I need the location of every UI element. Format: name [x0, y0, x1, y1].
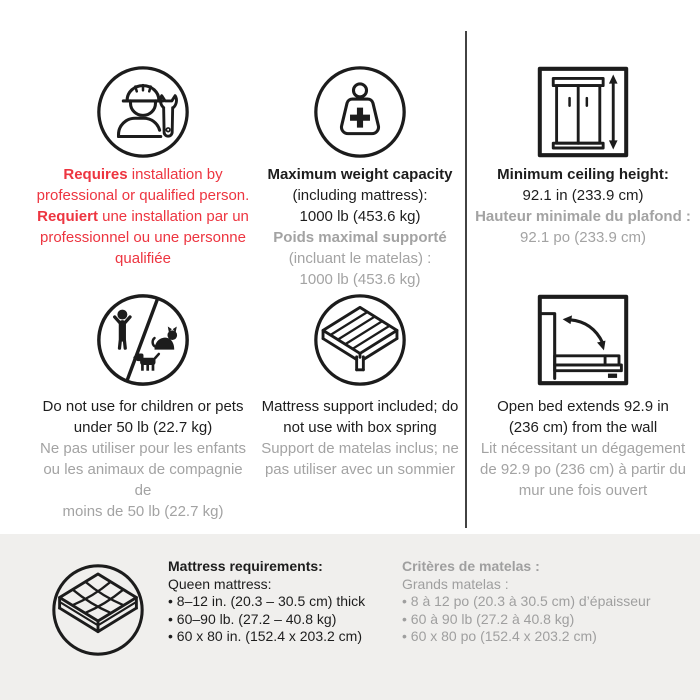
grands-matelas-label: Grands matelas :: [402, 575, 509, 592]
spec-cell-ceiling-height: [472, 64, 694, 248]
children-text-fr2: ou les animaux de compagnie de: [43, 461, 243, 499]
mattress-requirements-en: [168, 558, 383, 646]
installation-text-en: Requires installation by: [63, 166, 223, 183]
ceiling-text-fr-value: 92.1 po (233.9 cm): [520, 229, 646, 246]
ceiling-text-en-title: Minimum ceiling height:: [497, 166, 669, 183]
weight-text-fr3: 1000 lb (453.6 kg): [299, 271, 421, 288]
openbed-text-fr3: mur une fois ouvert: [518, 482, 648, 499]
support-text-fr1: Support de matelas inclus; ne: [261, 440, 459, 457]
support-text-en1: Mattress support included; do: [261, 398, 459, 415]
weight-text-en3: 1000 lb (453.6 kg): [299, 208, 421, 225]
mattress-requirements-fr: [402, 558, 682, 646]
openbed-text-fr1: Lit nécessitant un dégagement: [480, 440, 686, 457]
open-bed-icon: [472, 292, 694, 388]
openbed-text-fr2: de 92.9 po (236 cm) à partir du: [480, 461, 686, 478]
spec-cell-no-children-pets: [36, 292, 250, 522]
openbed-text-en1: Open bed extends 92.9 in: [497, 398, 669, 415]
installation-text-fr2: professionnel ou une personne: [40, 229, 246, 246]
children-text-en2: under 50 lb (22.7 kg): [73, 419, 213, 436]
installer-icon: [36, 64, 250, 160]
spec-cell-installation: [36, 64, 250, 269]
support-text-fr2: pas utiliser avec un sommier: [264, 461, 456, 478]
spec-cell-open-bed: [472, 292, 694, 501]
ceiling-height-icon: [472, 64, 694, 160]
weight-icon: [252, 64, 468, 160]
spec-cell-max-weight: [252, 64, 468, 290]
ceiling-text-en-value: 92.1 in (233.9 cm): [522, 187, 644, 204]
queen-mattress-label: Queen mattress:: [168, 575, 272, 592]
children-text-en1: Do not use for children or pets: [42, 398, 244, 415]
mattress-requirements-title-en: Mattress requirements:: [168, 558, 323, 574]
mattress-spec-thickness-fr: • 8 à 12 po (20.3 à 30.5 cm) d’épaisseur: [402, 593, 682, 611]
mattress-requirements-title-fr: Critères de matelas :: [402, 558, 540, 574]
spec-cell-mattress-support: [252, 292, 468, 480]
mattress-spec-thickness-en: • 8–12 in. (20.3 – 30.5 cm) thick: [168, 593, 383, 611]
support-text-en2: not use with box spring: [283, 419, 437, 436]
weight-text-fr2: (incluant le matelas) :: [288, 250, 432, 267]
mattress-spec-weight-en: • 60–90 lb. (27.2 – 40.8 kg): [168, 611, 383, 629]
children-text-fr3: moins de 50 lb (22.7 kg): [62, 503, 224, 520]
openbed-text-en2: (236 cm) from the wall: [508, 419, 658, 436]
installation-text-en2: professional or qualified person.: [36, 187, 250, 204]
children-text-fr1: Ne pas utiliser pour les enfants: [40, 440, 246, 457]
weight-text-en2: (including mattress):: [292, 187, 428, 204]
installation-text-fr3: qualifiée: [115, 250, 171, 267]
mattress-support-icon: [252, 292, 468, 388]
mattress-spec-size-fr: • 60 x 80 po (152.4 x 203.2 cm): [402, 628, 682, 646]
mattress-spec-weight-fr: • 60 à 90 lb (27.2 à 40.8 kg): [402, 611, 682, 629]
mattress-icon: [50, 562, 146, 663]
weight-text-fr-title: Poids maximal supporté: [273, 229, 447, 246]
ceiling-text-fr-title: Hauteur minimale du plafond :: [475, 208, 691, 225]
mattress-spec-size-en: • 60 x 80 in. (152.4 x 203.2 cm): [168, 628, 383, 646]
no-children-pets-icon: [36, 292, 250, 388]
installation-text-fr: Requiert une installation par un: [37, 208, 249, 225]
weight-text-en-title: Maximum weight capacity: [267, 166, 453, 183]
